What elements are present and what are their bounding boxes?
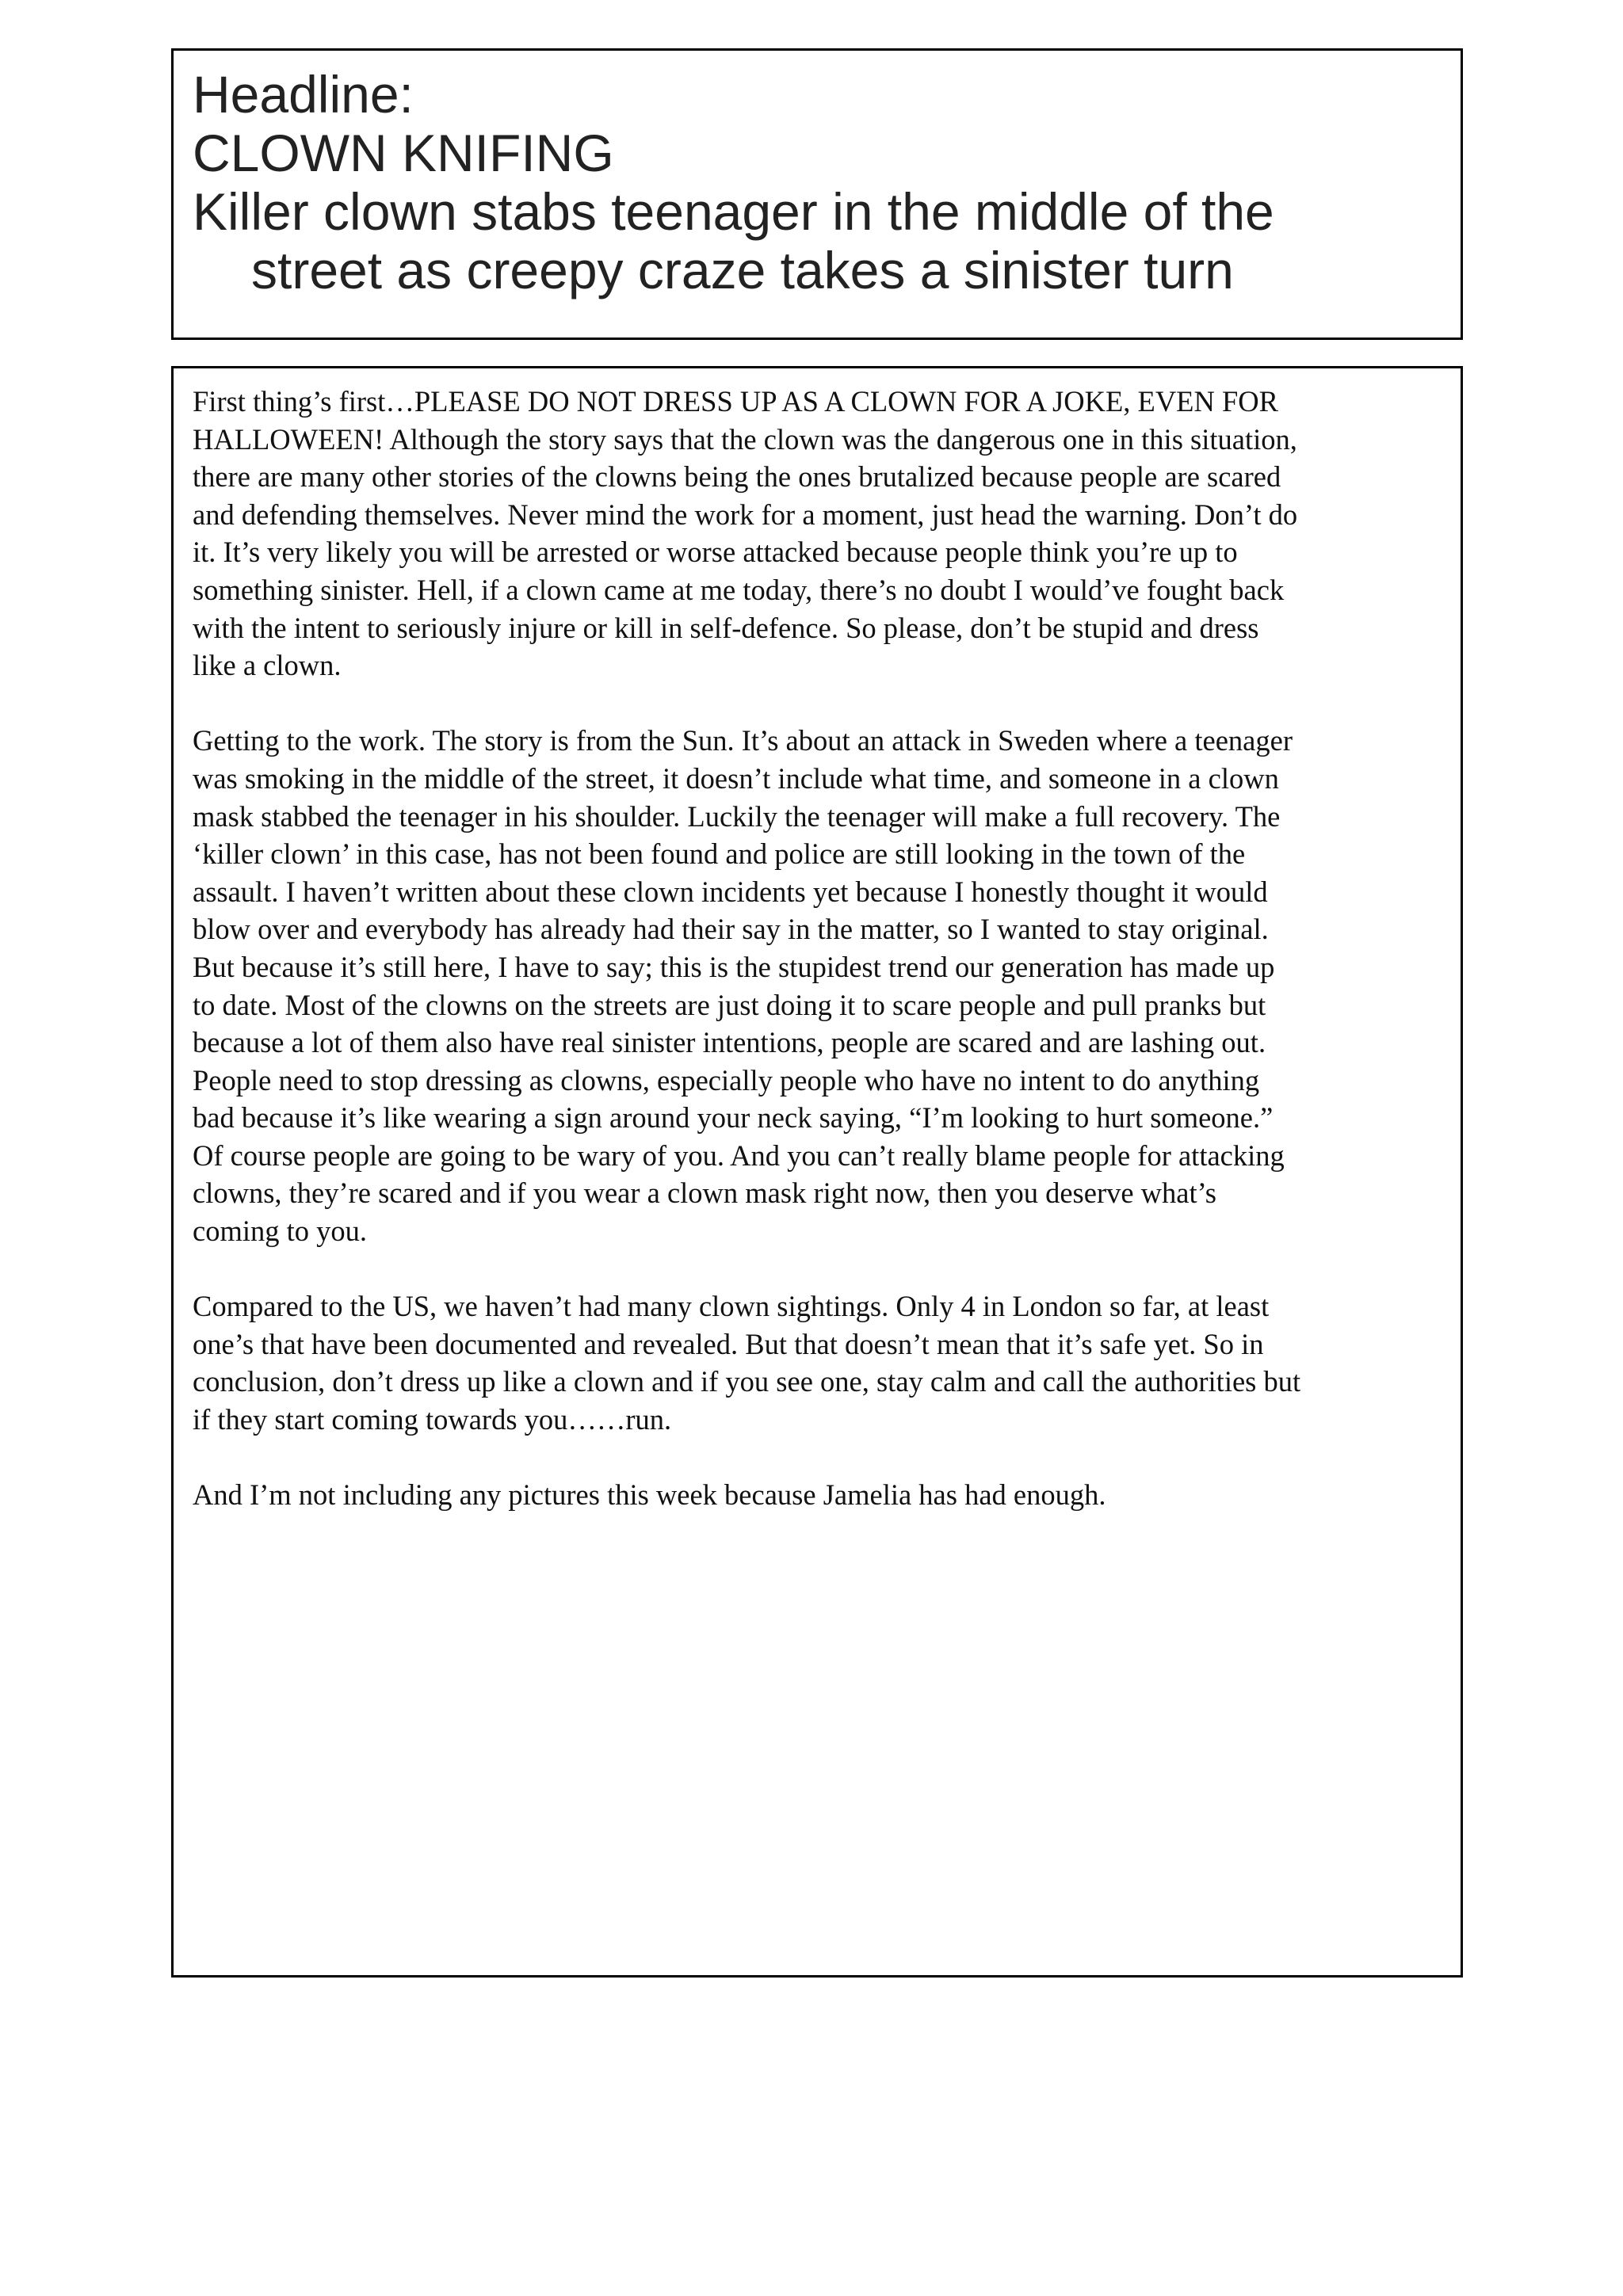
paragraph-closing [193,1476,1442,1514]
text-line: mask stabbed the teenager in his shoulder. Luckily the teenager will make a full recovery. The [193,799,1281,833]
headline-box [171,48,1463,340]
text-line: bad because it’s like wearing a sign around your neck saying, “I’m looking to hurt someone.” [193,1101,1274,1135]
text-line: if they start coming towards you……run. [193,1403,672,1436]
headline-label: Headline: [193,65,414,124]
text-line: People need to stop dressing as clowns, especially people who have no intent to do anything [193,1063,1260,1097]
text-line: one’s that have been documented and revealed. But that doesn’t mean that it’s safe yet. So in [193,1327,1264,1360]
text-line: Compared to the US, we haven’t had many clown sightings. Only 4 in London so far, at least [193,1290,1270,1323]
text-line: And I’m not including any pictures this week because Jamelia has had enough. [193,1478,1106,1512]
article-body-box [171,366,1463,1978]
text-line: it. It’s very likely you will be arrested or worse attacked because people think you’re up to [193,536,1238,569]
text-line: was smoking in the middle of the street, it doesn’t include what time, and someone in a clown [193,761,1279,795]
paragraph-warning [193,383,1442,685]
text-line: But because it’s still here, I have to say; this is the stupidest trend our generation has made up [193,950,1275,983]
text-line: HALLOWEEN! Although the story says that the clown was the dangerous one in this situation, [193,422,1297,456]
text-line: assault. I haven’t written about these clown incidents yet because I honestly thought it would [193,875,1268,908]
headline-subtitle-line-2: street as creepy craze takes a sinister turn [251,241,1234,299]
text-line: like a clown. [193,649,342,682]
text-line: ‘killer clown’ in this case, has not been found and police are still looking in the town of the [193,837,1246,871]
paragraph-story [193,722,1442,1249]
text-line: and defending themselves. Never mind the work for a moment, just head the warning. Don’t do [193,498,1298,531]
text-line: to date. Most of the clowns on the streets are just doing it to scare people and pull pranks but [193,988,1266,1021]
headline-title: CLOWN KNIFING [193,124,614,182]
text-line: coming to you. [193,1215,367,1248]
headline-subtitle-line-1: Killer clown stabs teenager in the middle of the [193,182,1274,241]
text-line: Getting to the work. The story is from the Sun. It’s about an attack in Sweden where a teenager [193,724,1293,757]
text-line: there are many other stories of the clowns being the ones brutalized because people are scared [193,460,1281,494]
text-line: conclusion, don’t dress up like a clown and if you see one, stay calm and call the authorities but [193,1365,1301,1398]
text-line: with the intent to seriously injure or kill in self-defence. So please, don’t be stupid and dress [193,611,1259,644]
text-line: because a lot of them also have real sinister intentions, people are scared and are lashing out. [193,1026,1266,1059]
text-line: Of course people are going to be wary of you. And you can’t really blame people for attacking [193,1138,1285,1172]
text-line: blow over and everybody has already had their say in the matter, so I wanted to stay original. [193,913,1269,946]
text-line: First thing’s first…PLEASE DO NOT DRESS UP AS A CLOWN FOR A JOKE, EVEN FOR [193,385,1278,418]
text-line: something sinister. Hell, if a clown came at me today, there’s no doubt I would’ve fought back [193,573,1285,606]
paragraph-conclusion [193,1287,1442,1438]
text-line: clowns, they’re scared and if you wear a clown mask right now, then you deserve what’s [193,1177,1216,1210]
